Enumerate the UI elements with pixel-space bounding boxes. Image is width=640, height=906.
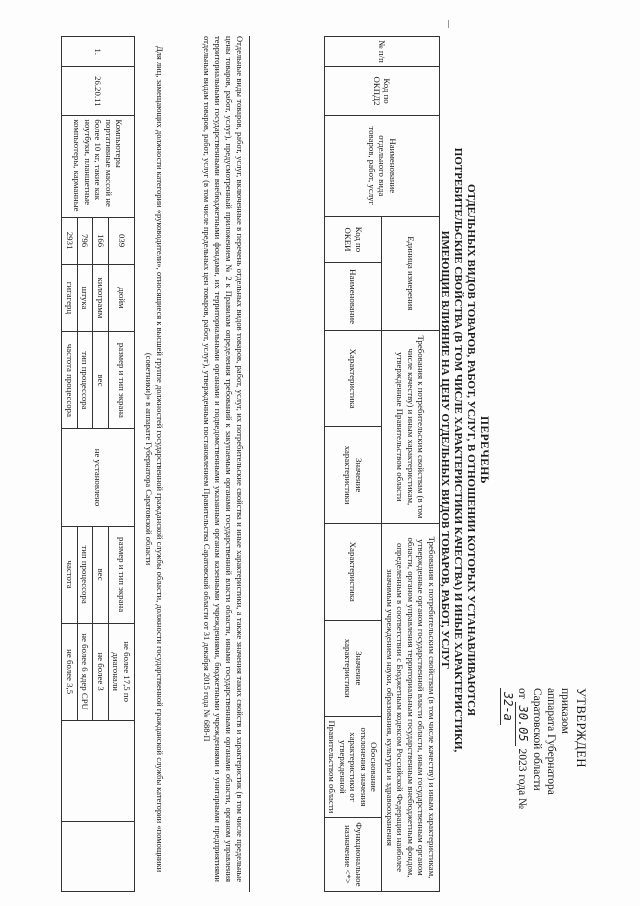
cell-gov-val: не установлено (62, 429, 135, 526)
cell-org-func (62, 821, 135, 891)
order-number-handwritten: 32-а (500, 688, 515, 725)
cell-org-val: не более 17,5 по диагонали (109, 623, 135, 720)
approval-line: приказом (559, 688, 571, 734)
cell-unit: штука (78, 264, 94, 332)
cell-code: 039 (109, 217, 135, 264)
section-rule (249, 36, 250, 892)
row-okpd: 26.20.11 (62, 67, 135, 116)
cell-unit: дюйм (109, 264, 135, 332)
header-org-char: Характеристика (325, 523, 383, 620)
header-num: № п/п (325, 37, 440, 67)
cell-org-val: не более 3,5 (62, 623, 78, 720)
cell-org-val: не более 6 ядер CPU (78, 623, 94, 720)
title-line: ОТДЕЛЬНЫХ ВИДОВ ТОВАРОВ, РАБОТ, УСЛУГ, В ОТНОШЕНИИ КОТОРЫХ УСТАНАВЛИВАЮТСЯ (465, 184, 477, 716)
document-title (438, 110, 490, 790)
cell-code: 166 (93, 217, 109, 264)
header-org: Требования к потребительским свойствам (в том числе качеству) и иным характеристикам, утвержденные органом государственной власти области, иным государственным органом области, органом управления территориальным государственным внебюджетным фондом, определенным в соответствии с Бюджетным кодексом Российской Федерации наиболее значимым учреждением науки, образования, культуры и здравоохранения (382, 523, 440, 891)
cell-gov-char: вес (93, 332, 109, 429)
approval-date (500, 688, 530, 838)
cell-code: 2931 (62, 217, 78, 264)
date-year: 2023 года № (516, 748, 528, 810)
header-org-func: Функциональное назначение <*> (325, 817, 383, 891)
header-unit-name: Наименование (325, 263, 383, 330)
date-handwritten: 30.05 (515, 702, 530, 746)
header-unit-code: Код по ОКЕИ (325, 216, 383, 263)
header-gov-val: Значение характеристики (325, 427, 383, 524)
header-org-just: Обоснование отклонения значения характеристики от утвержденной Правительством области (325, 717, 383, 818)
cell-org-char: частота (62, 526, 78, 623)
title-line: ПЕРЕЧЕНЬ (478, 416, 490, 484)
header-gov: Требования к потребительским свойствам (в том числе качеству) и иным характеристикам, утвержденные Правительством области (382, 330, 440, 523)
header-table (324, 36, 440, 892)
title-line: ПОТРЕБИТЕЛЬСКИЕ СВОЙСТВА (В ТОМ ЧИСЛЕ ХАРАКТЕРИСТИКИ КАЧЕСТВА) И ИНЫЕ ХАРАКТЕРИСТИКИ, (452, 147, 464, 753)
header-okpd: Код по ОКПД2 (325, 67, 440, 116)
section-subhead: Для лиц, замещающих должности категории «руководители», относящиеся к высшей группе должностей государственной гражданской службы области, должности государственной гражданской службы категории «помощники (советники)» в аппарате Губернатора Саратовской области (144, 45, 165, 873)
table-row (109, 37, 135, 892)
cell-gov-char: размер и тип экрана (109, 332, 135, 429)
row-num: 1. (62, 37, 135, 67)
section-note: Отдельные виды товаров, работ, услуг, включенные в перечень отдельных видов товаров, работ, услуг, их потребительские свойства и иные характеристики, а также значения таких свойств и характеристик (в том числе предельные цены товаров, работ, услуг), предусмотренный приложением № 2 к Правилам определения требований к закупаемым органами государственной власти области, иными государственными органами области, органом управления территориальными государственными внебюджетными фондами, их территориальными органами и подведомственными указанным органам казенными учреждениями, бюджетными учреждениями и унитарными предприятиями отдельным видам товаров, работ, услуг (в том числе предельных цен товаров, работ, услуг), утвержденным постановлением Правительства Саратовской области от 31 декабря 2015 года № 688-П (202, 36, 245, 882)
cell-gov-char: частота процессора (62, 332, 78, 429)
cell-org-just (62, 720, 135, 821)
cell-code: 796 (78, 217, 94, 264)
approval-line: Саратовской области (531, 688, 543, 791)
cell-org-val: не более 3 (93, 623, 109, 720)
cell-org-char: размер и тип экрана (109, 526, 135, 623)
title-line: ИМЕЮЩИЕ ВЛИЯНИЕ НА ЦЕНУ ОТДЕЛЬНЫХ ВИДОВ ТОВАРОВ, РАБОТ, УСЛУГ (439, 230, 451, 670)
cell-unit: гигагерц (62, 264, 78, 332)
approval-block (500, 688, 588, 838)
cell-org-char: вес (93, 526, 109, 623)
row-name: Компьютеры портативные массой не более 10 кг, такие как ноутбуки, планшетные компьютеры, карманные (62, 116, 135, 217)
data-table (62, 36, 136, 892)
approval-heading: УТВЕРЖДЕН (574, 688, 588, 768)
date-prefix: от (516, 688, 528, 699)
cell-gov-char: тип процессора (78, 332, 94, 429)
cell-unit: килограмм (93, 264, 109, 332)
cell-org-char: тип процессора (78, 526, 94, 623)
header-name: Наименование отдельного вида товаров, работ, услуг (325, 115, 440, 216)
header-gov-char: Характеристика (325, 330, 383, 427)
header-org-val: Значение характеристики (325, 620, 383, 717)
approval-line: аппарата Губернатора (545, 688, 557, 795)
header-unit: Единица измерения (382, 216, 440, 330)
